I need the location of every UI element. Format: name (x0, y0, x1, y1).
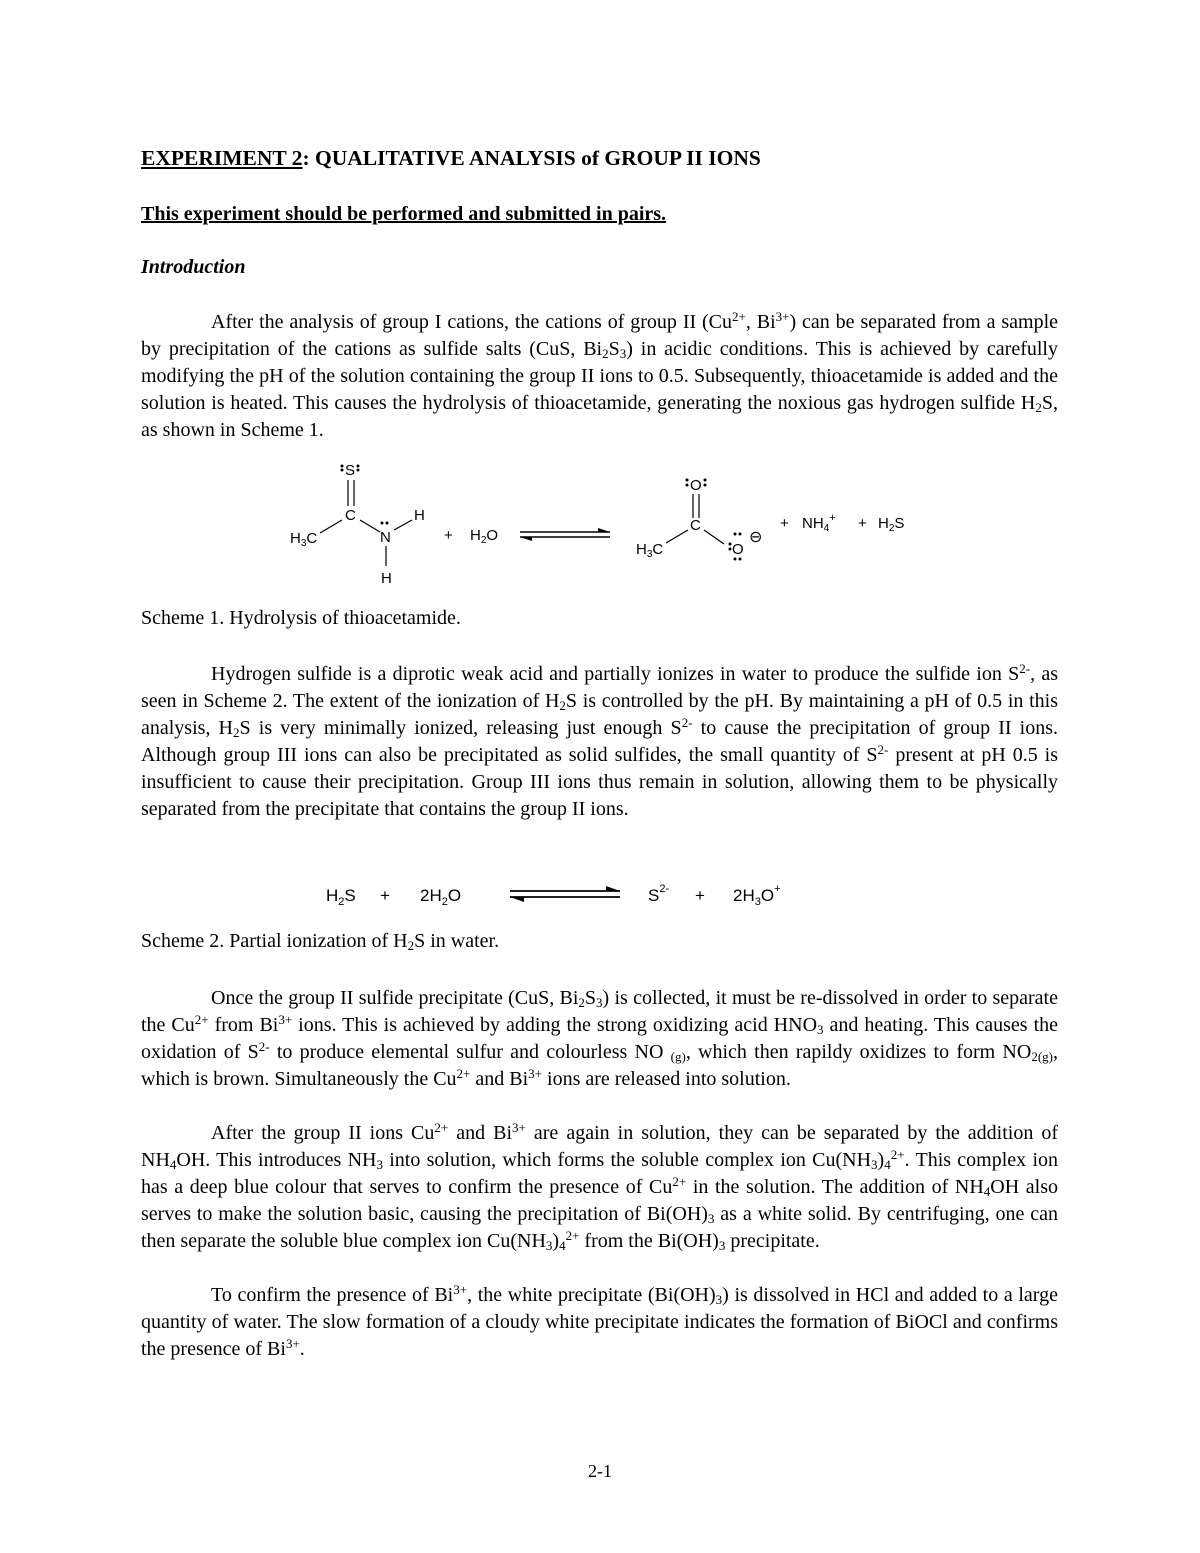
text-run: ) is collected, it must be re-dissolved in order to separate the Cu (141, 987, 1058, 1036)
text-run: and heating. This causes the oxidation of S (141, 1014, 1058, 1063)
text-run: ions are released into solution. (542, 1068, 791, 1090)
lone-pair-dot (357, 465, 360, 468)
atom-h-right: H (414, 507, 425, 524)
subscript: 4 (983, 1184, 991, 1199)
superscript: 2- (681, 715, 693, 730)
text-run: and Bi (470, 1068, 529, 1090)
lone-pair-dot (686, 479, 689, 482)
text-run: ) can be separated from a sample by precipitation of the cations as sulfide salts (CuS, Bi (141, 311, 1059, 360)
subscript: 3 (545, 1238, 553, 1253)
text-run: ) is dissolved in HCl and added to a large quantity of water. The slow formation of a cloudy white precipitate indicates the formation of BiOCl and confirms the presence of Bi (141, 1284, 1058, 1360)
subtitle-note: This experiment should be performed and submitted in pairs. (141, 203, 667, 225)
text-run: ions. This is achieved by adding the strong oxidizing acid HNO (292, 1014, 818, 1036)
subscript: (g) (1037, 1049, 1053, 1064)
superscript: 3+ (528, 1066, 543, 1081)
atom-o-anion: O (732, 541, 744, 558)
superscript: 2+ (194, 1012, 209, 1027)
text-run: . This complex ion has a deep blue colour that serves to confirm the presence of Cu (141, 1149, 1058, 1198)
text-run: Scheme 2. Partial ionization of H (141, 930, 408, 952)
text-run: S (608, 338, 620, 360)
text-run: To confirm the presence of Bi (211, 1284, 454, 1306)
text-run: , as seen in Scheme 2. The extent of the ionization of H (141, 663, 1058, 712)
paragraph-h2s-ionization (141, 661, 1058, 823)
text-run: in the solution. The addition of NH (686, 1176, 984, 1198)
scheme-1-svg (280, 458, 920, 593)
text-run: and Bi (448, 1122, 513, 1144)
text-run: . (299, 1338, 305, 1360)
arrow-head (520, 537, 532, 541)
subscript: 4 (169, 1157, 177, 1172)
text-run: to produce elemental sulfur and colourless NO (269, 1041, 671, 1063)
bond-single (704, 530, 724, 544)
bond-single (360, 520, 380, 532)
subscript: 3 (619, 346, 627, 361)
subscript: 3 (707, 1211, 715, 1226)
text-run: , which then rapildy oxidizes to form NO (685, 1041, 1032, 1063)
subscript: 2 (407, 938, 415, 953)
h2s-formula: $H_2S$ (878, 515, 905, 534)
text-run: Hydrogen sulfide is a diprotic weak acid and partially ionizes in water to produce the sulfide ion S (211, 663, 1020, 685)
subscript: 4 (559, 1238, 566, 1253)
superscript: 2+ (672, 1174, 687, 1189)
section-heading-introduction: Introduction (141, 256, 246, 278)
bond-single (394, 520, 412, 530)
subscript: 3 (715, 1292, 723, 1307)
superscript: 2+ (732, 309, 746, 324)
ammonium-formula: $NH_4^+$ (802, 512, 836, 534)
text-run: present at pH 0.5 is insufficient to cause their precipitation. Group III ions thus remain in solution, allowing them to be physically separated from the precipitate that contains the group II ions. (141, 744, 1058, 820)
text-run: precipitate. (725, 1230, 820, 1252)
atom-h3c: $H_3C$ (636, 541, 664, 560)
negative-charge-icon: ⊖ (749, 529, 763, 546)
text-run: to cause the precipitation of group II ions. Although group III ions can also be precipitated as solid sulfides, the small quantity of S (141, 717, 1058, 766)
superscript: 3+ (285, 1336, 300, 1351)
scheme-1-caption: Scheme 1. Hydrolysis of thioacetamide. (141, 607, 461, 629)
paragraph-separation-nh4oh (141, 1120, 1058, 1255)
subscript: 3 (817, 1022, 824, 1037)
subscript: 2 (1035, 400, 1042, 415)
text-run: ) in acidic conditions. This is achieved by carefully modifying the pH of the solution containing the group II ions to 0.5. Subsequently, thioacetamide is added and the solution is heated. This causes the hydrolysis of thioacetamide, generating the noxious gas hydrogen sulfide H (141, 338, 1058, 414)
lone-pair-dot (381, 522, 384, 525)
text-run: OH also serves to make the solution basic, causing the precipitation of Bi(OH) (141, 1176, 1058, 1225)
scheme-2-caption (141, 930, 499, 953)
lone-pair-dot (357, 469, 360, 472)
lone-pair-dot (341, 465, 344, 468)
text-run: OH. This introduces NH (176, 1149, 377, 1171)
text-run: as a white solid. By centrifuging, one can then separate the soluble blue complex ion Cu(NH (141, 1203, 1058, 1252)
superscript: 2- (877, 742, 889, 757)
plus-sign: + (780, 515, 789, 532)
sulfide-ion: $S^{2-}$ (648, 883, 670, 905)
scheme-1-diagram (280, 458, 920, 593)
superscript: 3+ (775, 309, 790, 324)
lone-pair-dot (704, 479, 707, 482)
text-run: into solution, which forms the soluble complex ion Cu(NH (382, 1149, 872, 1171)
atom-o-carbonyl: O (690, 477, 702, 494)
subscript: 3 (871, 1157, 878, 1172)
lone-pair-dot (686, 484, 689, 487)
plus-sign: + (444, 527, 453, 544)
bond-single (666, 530, 688, 543)
page-number: 2-1 (588, 1461, 612, 1481)
superscript: 3+ (453, 1282, 468, 1297)
title-text: : QUALITATIVE ANALYSIS of GROUP II IONS (302, 146, 761, 170)
superscript: 2- (258, 1039, 270, 1054)
hydronium-formula: $2H_3O^+$ (733, 883, 781, 908)
text-run: After the analysis of group I cations, the cations of group II (Cu (211, 311, 733, 333)
superscript: 2+ (456, 1066, 471, 1081)
lone-pair-dot (341, 469, 344, 472)
text-run: , Bi (745, 311, 776, 333)
water-formula: $2H_2O$ (420, 886, 462, 908)
water-formula: $H_2O$ (470, 527, 499, 546)
subscript: 3 (596, 995, 603, 1010)
bond-single (320, 520, 342, 533)
text-run: S in water. (414, 930, 500, 952)
scheme-2-equation (320, 876, 840, 912)
plus-sign: + (380, 886, 390, 905)
text-run: are again in solution, they can be separated by the addition of NH (141, 1122, 1058, 1171)
atom-n: N (380, 529, 391, 546)
text-run: ) (877, 1149, 885, 1171)
subscript: (g) (670, 1049, 686, 1064)
superscript: 2+ (890, 1147, 905, 1162)
plus-sign: + (858, 515, 867, 532)
text-run: from Bi (208, 1014, 279, 1036)
atom-s: S (345, 462, 356, 479)
atom-c: C (690, 517, 701, 534)
arrow-head (598, 528, 610, 532)
superscript: 2+ (565, 1228, 580, 1243)
lone-pair-dot (386, 522, 389, 525)
lone-pair-dot (739, 533, 742, 536)
text-run: S (584, 987, 597, 1009)
subscript: 2 (602, 346, 609, 361)
superscript: 3+ (278, 1012, 293, 1027)
text-run: , which is brown. Simultaneously the Cu (141, 1041, 1058, 1090)
paragraph-bismuth-confirmation (141, 1282, 1058, 1363)
subscript: 2 (1031, 1049, 1038, 1064)
atom-c: C (345, 507, 356, 524)
title-experiment-number: EXPERIMENT 2 (141, 146, 303, 170)
h2s-formula: $H_2S$ (326, 886, 356, 908)
atom-h3c: $H_3C$ (290, 530, 318, 549)
superscript: 2- (1019, 661, 1031, 676)
atom-h-bottom: H (381, 570, 392, 587)
text-run: from the Bi(OH) (579, 1230, 719, 1252)
subscript: 3 (718, 1238, 726, 1253)
text-run: S, as shown in Scheme 1. (141, 392, 1058, 441)
text-run: S is very minimally ionized, releasing just enough S (239, 717, 682, 739)
paragraph-group-ii-separation (141, 309, 1058, 444)
text-run: Once the group II sulfide precipitate (CuS, Bi (211, 987, 579, 1009)
text-run: S is controlled by the pH. By maintaining a pH of 0.5 in this analysis, H (141, 690, 1058, 739)
subscript: 2 (559, 698, 566, 713)
subscript: 3 (376, 1157, 383, 1172)
lone-pair-dot (704, 484, 707, 487)
subscript: 2 (233, 725, 240, 740)
text-run: ) (552, 1230, 560, 1252)
plus-sign: + (695, 886, 705, 905)
text-run: After the group II ions Cu (211, 1122, 435, 1144)
text-run: , the white precipitate (Bi(OH) (467, 1284, 716, 1306)
superscript: 2+ (434, 1120, 449, 1135)
paragraph-redissolving (141, 985, 1058, 1093)
superscript: 3+ (512, 1120, 526, 1135)
scheme-2-svg (320, 876, 840, 912)
page-title (141, 146, 761, 171)
subscript: 4 (884, 1157, 891, 1172)
lone-pair-dot (734, 533, 737, 536)
subscript: 2 (578, 995, 585, 1010)
